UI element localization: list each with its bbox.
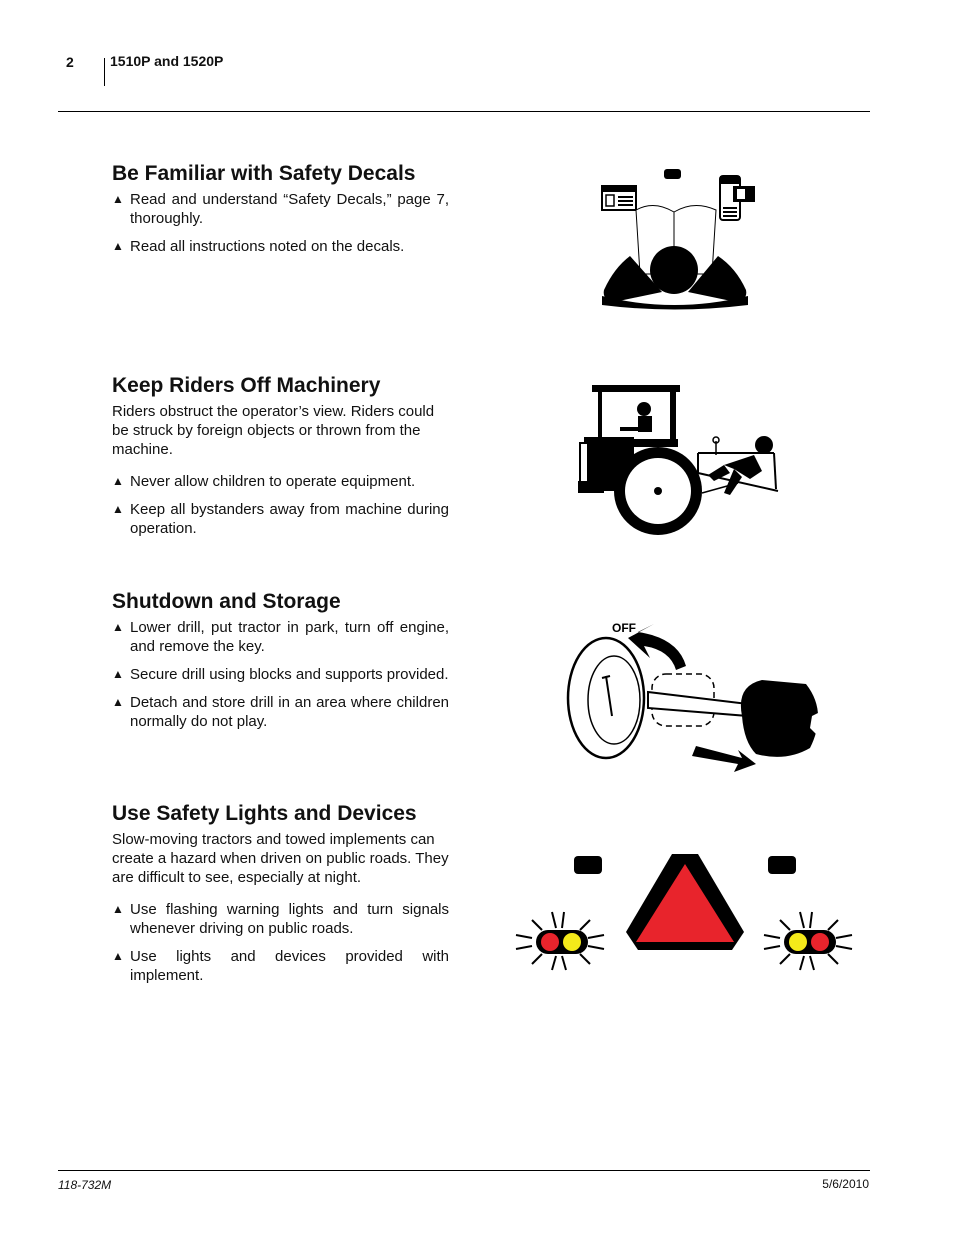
- section-shutdown-storage: [112, 589, 449, 740]
- right-flashing-light-icon: [764, 912, 852, 970]
- section-keep-riders-off: [112, 373, 449, 547]
- tractor-rider-illustration: [578, 383, 782, 535]
- decal-left-icon: [602, 186, 636, 210]
- safety-lights-illustration: [512, 850, 858, 974]
- section-safety-decals: [112, 161, 449, 265]
- bullet-item: ▲ Never allow children to operate equipment.: [112, 473, 416, 490]
- header-rule: [58, 111, 870, 112]
- section-intro: Slow-moving tractors and towed implements can create a hazard when driven on public roads. They are difficult to see, especially at night.: [112, 831, 449, 886]
- bullet-list: [112, 618, 449, 731]
- triangle-bullet-icon: ▲: [112, 474, 124, 488]
- bullet-item: ▲ Lower drill, put tractor in park, turn off engine, and remove the key.: [112, 619, 449, 655]
- bullet-item: ▲ Use lights and devices provided with implement.: [112, 948, 449, 984]
- off-label: OFF: [612, 621, 636, 635]
- triangle-bullet-icon: ▲: [112, 239, 124, 253]
- triangle-bullet-icon: ▲: [112, 502, 124, 516]
- bullet-list: [112, 900, 449, 985]
- document-date: 5/6/2010: [822, 1177, 869, 1191]
- triangle-bullet-icon: ▲: [112, 902, 124, 916]
- bullet-item: ▲ Read all instructions noted on the decals.: [112, 238, 405, 255]
- key-off-illustration: [566, 616, 830, 778]
- bullet-item: ▲ Secure drill using blocks and supports provided.: [112, 666, 449, 683]
- triangle-bullet-icon: ▲: [112, 620, 124, 634]
- bullet-list: [112, 472, 449, 538]
- triangle-bullet-icon: ▲: [112, 192, 124, 206]
- decal-right-icon: [720, 176, 755, 220]
- section-intro: Riders obstruct the operator’s view. Riders could be struck by foreign objects or thrown from the machine.: [112, 403, 435, 458]
- bullet-item: ▲ Read and understand “Safety Decals,” page 7, thoroughly.: [112, 191, 449, 227]
- triangle-bullet-icon: ▲: [112, 695, 124, 709]
- section-safety-lights: [112, 801, 449, 994]
- triangle-bullet-icon: ▲: [112, 667, 124, 681]
- bullet-item: ▲ Detach and store drill in an area where children normally do not play.: [112, 694, 449, 730]
- section-heading: Shutdown and Storage: [112, 590, 341, 613]
- left-lamp-icon: [574, 856, 602, 874]
- bullet-item: ▲ Keep all bystanders away from machine during operation.: [112, 501, 449, 537]
- section-heading: Use Safety Lights and Devices: [112, 802, 417, 825]
- bullet-item: ▲ Use flashing warning lights and turn signals whenever driving on public roads.: [112, 901, 449, 937]
- bullet-list: [112, 190, 449, 256]
- left-flashing-light-icon: [516, 912, 604, 970]
- triangle-bullet-icon: ▲: [112, 949, 124, 963]
- section-heading: Keep Riders Off Machinery: [112, 374, 381, 397]
- section-heading: Be Familiar with Safety Decals: [112, 162, 416, 185]
- footer-rule: [58, 1170, 870, 1171]
- document-number: 118-732M: [58, 1178, 112, 1192]
- document-title: 1510P and 1520P: [110, 53, 224, 69]
- reading-decals-illustration: [596, 164, 758, 310]
- page-number: 2: [66, 54, 74, 70]
- smv-emblem-icon: [626, 854, 744, 950]
- right-lamp-icon: [768, 856, 796, 874]
- header-divider: [104, 58, 105, 86]
